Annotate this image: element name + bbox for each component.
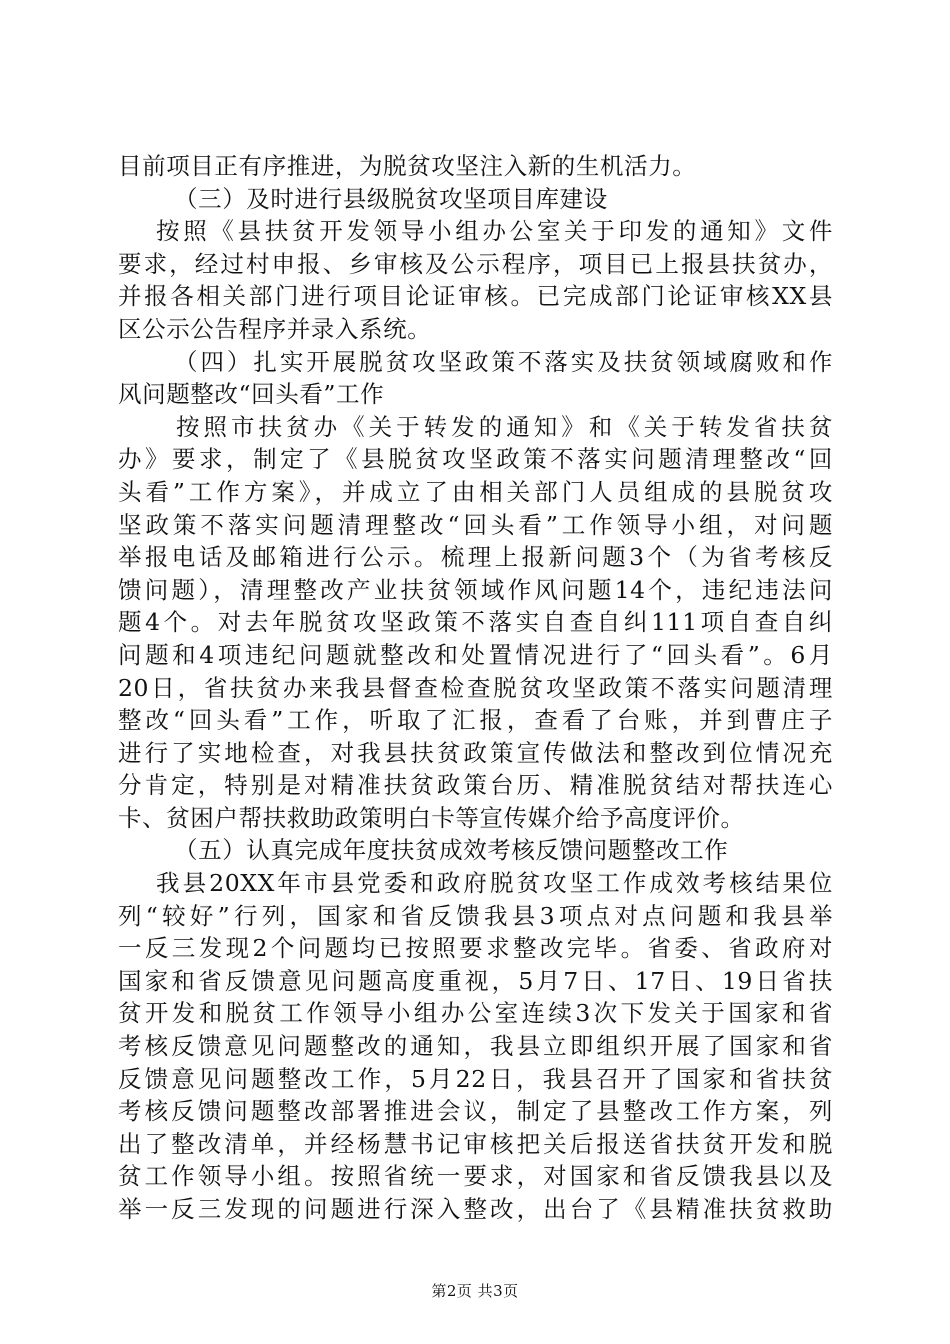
text-line: 头看”工作方案》，并成立了由相关部门人员组成的县脱贫攻 [118,477,833,506]
text-line: 馈问题），清理整改产业扶贫领域作风问题14个，违纪违法问 [118,575,833,604]
text-line: 国家和省反馈意见问题高度重视，5月7日、17日、19日省扶 [118,966,833,995]
text-line: 坚政策不落实问题清理整改“回头看”工作领导小组，对问题 [118,510,833,539]
section-heading-line: （五）认真完成年度扶贫成效考核反馈问题整改工作 [174,836,729,865]
section-heading-line: （四）扎实开展脱贫攻坚政策不落实及扶贫领域腐败和作 [174,347,833,376]
text-line: 出了整改清单，并经杨慧书记审核把关后报送省扶贫开发和脱 [118,1129,833,1158]
text-line: 进行了实地检查，对我县扶贫政策宣传做法和整改到位情况充 [118,738,833,767]
text-line: 考核反馈问题整改部署推进会议，制定了县整改工作方案，列 [118,1097,833,1126]
text-line: 区公示公告程序并录入系统。 [118,314,432,343]
text-line: 整改“回头看”工作，听取了汇报，查看了台账，并到曹庄子 [118,706,833,735]
text-line: 办》要求，制定了《县脱贫攻坚政策不落实问题清理整改“回 [118,445,833,474]
text-line: 考核反馈意见问题整改的通知，我县立即组织开展了国家和省 [118,1032,833,1061]
text-line: 按照《县扶贫开发领导小组办公室关于印发的通知》文件 [156,217,833,246]
section-heading-line: （三）及时进行县级脱贫攻坚项目库建设 [174,184,608,213]
text-line: 贫工作领导小组。按照省统一要求，对国家和省反馈我县以及 [118,1162,833,1191]
text-line: 并报各相关部门进行项目论证审核。已完成部门论证审核XX县 [118,282,833,311]
text-line: 风问题整改“回头看”工作 [118,380,385,409]
text-line: 举一反三发现的问题进行深入整改，出台了《县精准扶贫救助 [118,1195,833,1223]
text-line: 问题和4项违纪问题就整改和处置情况进行了“回头看”。6月 [118,640,833,669]
text-line: 列“较好”行列，国家和省反馈我县3项点对点问题和我县举 [118,901,833,930]
text-line: 20日，省扶贫办来我县督查检查脱贫攻坚政策不落实问题清理 [118,673,833,702]
text-line: 题4个。对去年脱贫攻坚政策不落实自查自纠111项自查自纠 [118,608,833,637]
page-footer: 第2页 共3页 [431,1282,519,1300]
text-line: 卡、贫困户帮扶救助政策明白卡等宣传媒介给予高度评价。 [118,803,745,832]
text-line: 分肯定，特别是对精准扶贫政策台历、精准脱贫结对帮扶连心 [118,771,833,800]
text-line: 举报电话及邮箱进行公示。梳理上报新问题3个（为省考核反 [118,543,833,572]
text-line: 贫开发和脱贫工作领导小组办公室连续3次下发关于国家和省 [118,999,833,1028]
text-line: 目前项目正有序推进，为脱贫攻坚注入新的生机活力。 [118,152,697,180]
document-body [118,150,833,1226]
text-line: 反馈意见问题整改工作，5月22日，我县召开了国家和省扶贫 [118,1064,833,1093]
text-line: 要求，经过村申报、乡审核及公示程序，项目已上报县扶贫办， [118,249,833,278]
text-line: 按照市扶贫办《关于转发的通知》和《关于转发省扶贫 [176,412,833,441]
text-line: 我县20XX年市县党委和政府脱贫攻坚工作成效考核结果位 [156,869,833,898]
text-line: 一反三发现2个问题均已按照要求整改完毕。省委、省政府对 [118,934,833,963]
